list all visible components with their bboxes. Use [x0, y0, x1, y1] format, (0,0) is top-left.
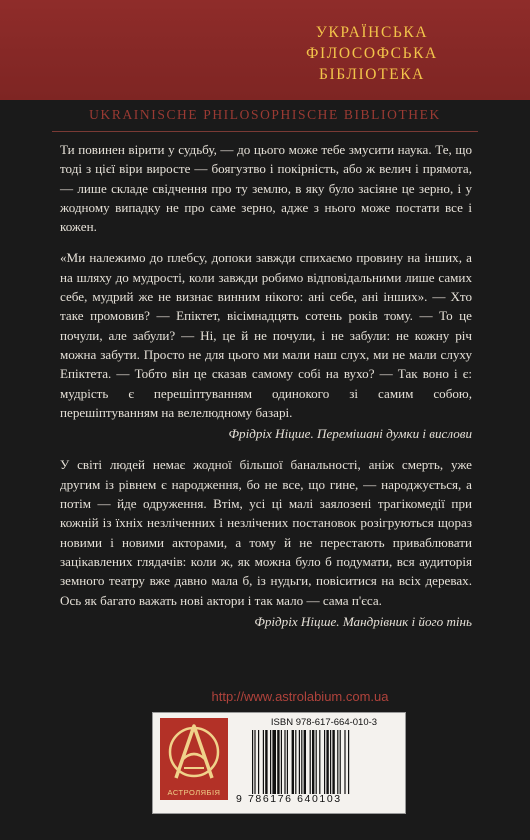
paragraph-1: Ти повинен вірити у судьбу, — до цього може тебе змусити наука. Те, що тоді з цієї віри виросте — боягузтво і покірність, або ж велич і прямота, — лише складе свідчення про ту землю, в яку було засіяне це зерно, і у жодному випадку не про саме зерно, адже з нього може постати все і кожен. — [60, 142, 472, 235]
series-title-line2: ФІЛОСОФСЬКА — [306, 45, 438, 62]
series-title-german: UKRAINISCHE PHILOSOPHISCHE BIBLIOTHEK — [89, 107, 441, 122]
series-title-line3: БІБЛІОТЕКА — [319, 66, 425, 83]
back-cover-text — [60, 140, 472, 631]
series-title — [262, 22, 482, 85]
paragraph-3: У світі людей немає жодної більшої банальності, аніж смерть, уже другим із рівнем є народження, бо не все, що гине, — народжується, а потім — йде одруження. Втім, усі ці малі заялозені трагікомедії при кожній із їхніх незліченних і незлічених постановок розігруються щораз новими і новими акторами, а тому й не перестають приваблювати зацікавлених глядачів: коли ж, як можна було б подумати, вся аудиторія земного театру вже давно мала б, із нудьги, повіситися на всіх деревах. Ось як багато важать нові актори і так мало — сама п'єса. — [60, 457, 472, 608]
publisher-url[interactable]: http://www.astrolabium.com.ua — [211, 689, 389, 704]
attribution-2: Фрідріх Ніцше. Перемішані думки і вислови — [228, 426, 472, 442]
attribution-3: Фрідріх Ніцше. Мандрівник і його тінь — [254, 613, 472, 629]
paragraph-2: «Ми належимо до плебсу, допоки завжди спихаємо провину на інших, а на шляху до мудрості, коли завжди робимо відповідальними лише самих себе, мудрий же не визнає винним нікого: ані себе, ані інших». — Хто таке промовив? — Епіктет, вісімнадцять сотень років тому. — То це почули, але забули? — Ні, це й не почули, і не забули: не кожну річ можна забути. Просто не для цього ми мали наш слух, ми не мали слуху Епіктета. — Тобто він це сказав самому собі на вухо? — Так воно і є: мудрість є перешіптуванням одинокого зі самим собою, перешіптуванням на велелюдному базарі. — [60, 250, 472, 420]
barcode-digits: 9 786176 640103 — [236, 793, 342, 805]
publisher-logo-text: АСТРОЛЯБІЯ — [167, 788, 221, 797]
barcode-icon — [248, 730, 398, 794]
header-divider — [52, 131, 478, 132]
isbn-text: ISBN 978-617-664-010-3 — [270, 717, 378, 728]
series-title-line1: УКРАЇНСЬКА — [315, 24, 429, 41]
